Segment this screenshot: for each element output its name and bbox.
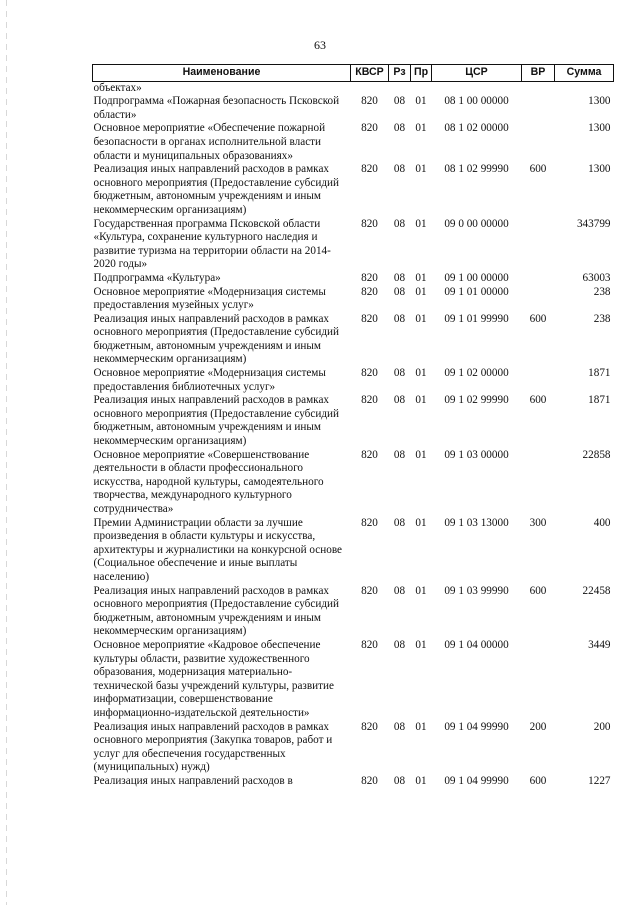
row-vr xyxy=(522,81,555,95)
row-pr: 01 xyxy=(415,638,427,651)
table-row xyxy=(93,449,614,517)
table-row xyxy=(93,122,614,163)
row-kvsr: 820 xyxy=(361,448,378,461)
header-rz: Рз xyxy=(389,65,411,82)
row-csr: 09 1 01 99990 xyxy=(444,312,509,325)
table-body xyxy=(93,81,614,788)
row-name: Основное мероприятие «Модернизация системы предоставления музейных услуг» xyxy=(93,285,326,312)
row-vr xyxy=(522,272,555,286)
row-kvsr xyxy=(351,81,389,95)
row-sum: 343799 xyxy=(576,217,611,230)
table-row xyxy=(93,639,614,721)
row-csr: 09 1 04 99990 xyxy=(444,774,509,787)
header-sum: Сумма xyxy=(555,65,614,82)
row-pr: 01 xyxy=(415,217,427,230)
row-sum: 1871 xyxy=(588,367,611,380)
row-name: Реализация иных направлений расходов в рамках основного мероприятия (Предоставление субсидий бюджетным, автономным учреждениям и иным некоммерческим организациям) xyxy=(93,584,339,638)
row-kvsr: 820 xyxy=(361,217,378,230)
row-name: объектах» xyxy=(93,81,142,94)
row-rz: 08 xyxy=(393,95,406,108)
row-sum: 3449 xyxy=(588,638,611,651)
table-header-row xyxy=(93,65,614,82)
row-name: Реализация иных направлений расходов в рамках основного мероприятия (Предоставление субсидий бюджетным, автономным учреждениям и иным некоммерческим организациям) xyxy=(93,312,339,366)
scan-edge xyxy=(6,0,7,905)
row-vr: 300 xyxy=(529,516,547,529)
row-name: Основное мероприятие «Кадровое обеспечение культуры области, развитие художественного образования, модернизация материально-технической базы учреждений культуры, развитие информатизации, совершенствование информационно-издательской деятельности» xyxy=(93,638,334,719)
row-name: Основное мероприятие «Обеспечение пожарной безопасности в органах исполнительной власти области и муниципальных образованиях» xyxy=(93,122,326,162)
row-kvsr: 820 xyxy=(361,720,378,733)
row-vr xyxy=(522,122,555,163)
row-csr: 09 1 04 99990 xyxy=(444,720,509,733)
table-row xyxy=(93,585,614,639)
row-kvsr: 820 xyxy=(361,285,378,298)
row-rz: 08 xyxy=(393,584,406,597)
row-sum: 63003 xyxy=(582,271,611,284)
row-vr: 600 xyxy=(529,163,547,176)
row-csr: 08 1 02 99990 xyxy=(444,163,509,176)
row-rz: 08 xyxy=(393,367,406,380)
row-rz: 08 xyxy=(393,122,406,135)
row-name: Реализация иных направлений расходов в рамках основного мероприятия (Предоставление субсидий бюджетным, автономным учреждениям и иным некоммерческим организациям) xyxy=(93,394,339,448)
row-name: Премии Администрации области за лучшие произведения в области культуры и искусства, архитектуры и журналистики на конкурсной основе (Социальное обеспечение и иные выплаты населению) xyxy=(93,516,343,583)
table-row xyxy=(93,775,614,789)
row-pr: 01 xyxy=(415,516,427,529)
row-sum: 1871 xyxy=(588,394,611,407)
row-rz: 08 xyxy=(393,217,406,230)
row-csr: 09 1 03 99990 xyxy=(444,584,509,597)
row-csr xyxy=(432,81,522,95)
row-pr: 01 xyxy=(415,163,427,176)
budget-table xyxy=(92,64,614,788)
row-kvsr: 820 xyxy=(361,394,378,407)
row-sum: 238 xyxy=(593,285,611,298)
row-rz: 08 xyxy=(393,285,406,298)
table-row xyxy=(93,272,614,286)
row-sum: 238 xyxy=(593,312,611,325)
row-csr: 08 1 00 00000 xyxy=(444,95,509,108)
row-rz: 08 xyxy=(393,516,406,529)
row-kvsr: 820 xyxy=(361,516,378,529)
row-vr xyxy=(522,639,555,721)
row-name: Подпрограмма «Культура» xyxy=(93,271,221,284)
row-kvsr: 820 xyxy=(361,638,378,651)
row-sum: 1300 xyxy=(588,95,611,108)
row-csr: 09 1 02 99990 xyxy=(444,394,509,407)
table-row xyxy=(93,394,614,448)
row-pr: 01 xyxy=(415,448,427,461)
row-pr: 01 xyxy=(415,720,427,733)
header-kvsr: КВСР xyxy=(351,65,389,82)
row-rz: 08 xyxy=(393,638,406,651)
row-pr: 01 xyxy=(415,312,427,325)
row-kvsr: 820 xyxy=(361,95,378,108)
row-kvsr: 820 xyxy=(361,584,378,597)
row-rz: 08 xyxy=(393,312,406,325)
row-name: Реализация иных направлений расходов в xyxy=(93,774,293,787)
row-vr: 600 xyxy=(529,394,547,407)
row-vr xyxy=(522,367,555,394)
row-pr: 01 xyxy=(415,394,427,407)
row-csr: 09 0 00 00000 xyxy=(444,217,509,230)
row-kvsr: 820 xyxy=(361,163,378,176)
row-csr: 09 1 01 00000 xyxy=(444,285,509,298)
row-sum: 1300 xyxy=(588,163,611,176)
table-row xyxy=(93,95,614,122)
table-row xyxy=(93,313,614,367)
row-csr: 09 1 03 13000 xyxy=(444,516,509,529)
row-csr: 08 1 02 00000 xyxy=(444,122,509,135)
row-sum: 200 xyxy=(593,720,611,733)
row-rz: 08 xyxy=(393,163,406,176)
row-sum: 1300 xyxy=(588,122,611,135)
header-pr: Пр xyxy=(411,65,432,82)
row-kvsr: 820 xyxy=(361,367,378,380)
row-name: Основное мероприятие «Модернизация системы предоставления библиотечных услуг» xyxy=(93,367,326,393)
row-name: Подпрограмма «Пожарная безопасность Псковской области» xyxy=(93,95,340,121)
page-number: 63 xyxy=(314,38,326,52)
row-vr: 200 xyxy=(529,720,547,733)
row-csr: 09 1 03 00000 xyxy=(444,448,509,461)
table-row xyxy=(93,81,614,95)
row-vr: 600 xyxy=(529,312,547,325)
table-row xyxy=(93,367,614,394)
row-kvsr: 820 xyxy=(361,312,378,325)
table-row xyxy=(93,286,614,313)
row-name: Реализация иных направлений расходов в рамках основного мероприятия (Предоставление субсидий бюджетным, автономным учреждениям и иным некоммерческим организациям) xyxy=(93,163,339,216)
row-vr: 600 xyxy=(529,584,547,597)
row-pr xyxy=(411,81,432,95)
header-name: Наименование xyxy=(93,65,351,82)
row-sum: 22858 xyxy=(582,448,611,461)
table-row xyxy=(93,163,614,217)
row-rz: 08 xyxy=(393,448,406,461)
row-rz: 08 xyxy=(393,774,406,787)
row-vr xyxy=(522,449,555,517)
row-rz: 08 xyxy=(393,271,406,284)
row-pr: 01 xyxy=(415,122,427,135)
row-csr: 09 1 00 00000 xyxy=(444,271,509,284)
table-row xyxy=(93,721,614,775)
header-csr: ЦСР xyxy=(432,65,522,82)
row-kvsr: 820 xyxy=(361,774,378,787)
row-kvsr: 820 xyxy=(361,271,378,284)
row-rz xyxy=(389,81,411,95)
row-sum xyxy=(555,81,614,95)
row-kvsr: 820 xyxy=(361,122,378,135)
row-vr xyxy=(522,95,555,122)
row-pr: 01 xyxy=(415,774,427,787)
row-csr: 09 1 02 00000 xyxy=(444,367,509,380)
row-sum: 1227 xyxy=(588,774,611,787)
table-row xyxy=(93,218,614,272)
table-row xyxy=(93,517,614,585)
row-vr xyxy=(522,286,555,313)
row-name: Государственная программа Псковской области «Культура, сохранение культурного наследия и развитие туризма на территории области на 2014-2020 годы» xyxy=(93,217,331,271)
row-pr: 01 xyxy=(415,95,427,108)
row-name: Основное мероприятие «Совершенствование деятельности в области профессионального искусства, народной культуры, самодеятельного творчества, международного культурного сотрудничества» xyxy=(93,448,324,515)
row-name: Реализация иных направлений расходов в рамках основного мероприятия (Закупка товаров, работ и услуг для обеспечения государственных (муниципальных) нужд) xyxy=(93,720,333,774)
row-sum: 400 xyxy=(593,516,611,529)
row-sum: 22458 xyxy=(582,584,611,597)
row-rz: 08 xyxy=(393,394,406,407)
row-pr: 01 xyxy=(415,367,427,380)
row-vr xyxy=(522,218,555,272)
row-pr: 01 xyxy=(415,584,427,597)
row-vr: 600 xyxy=(529,774,547,787)
row-rz: 08 xyxy=(393,720,406,733)
row-pr: 01 xyxy=(415,285,427,298)
row-pr: 01 xyxy=(415,271,427,284)
row-csr: 09 1 04 00000 xyxy=(444,638,509,651)
header-vr: ВР xyxy=(522,65,555,82)
